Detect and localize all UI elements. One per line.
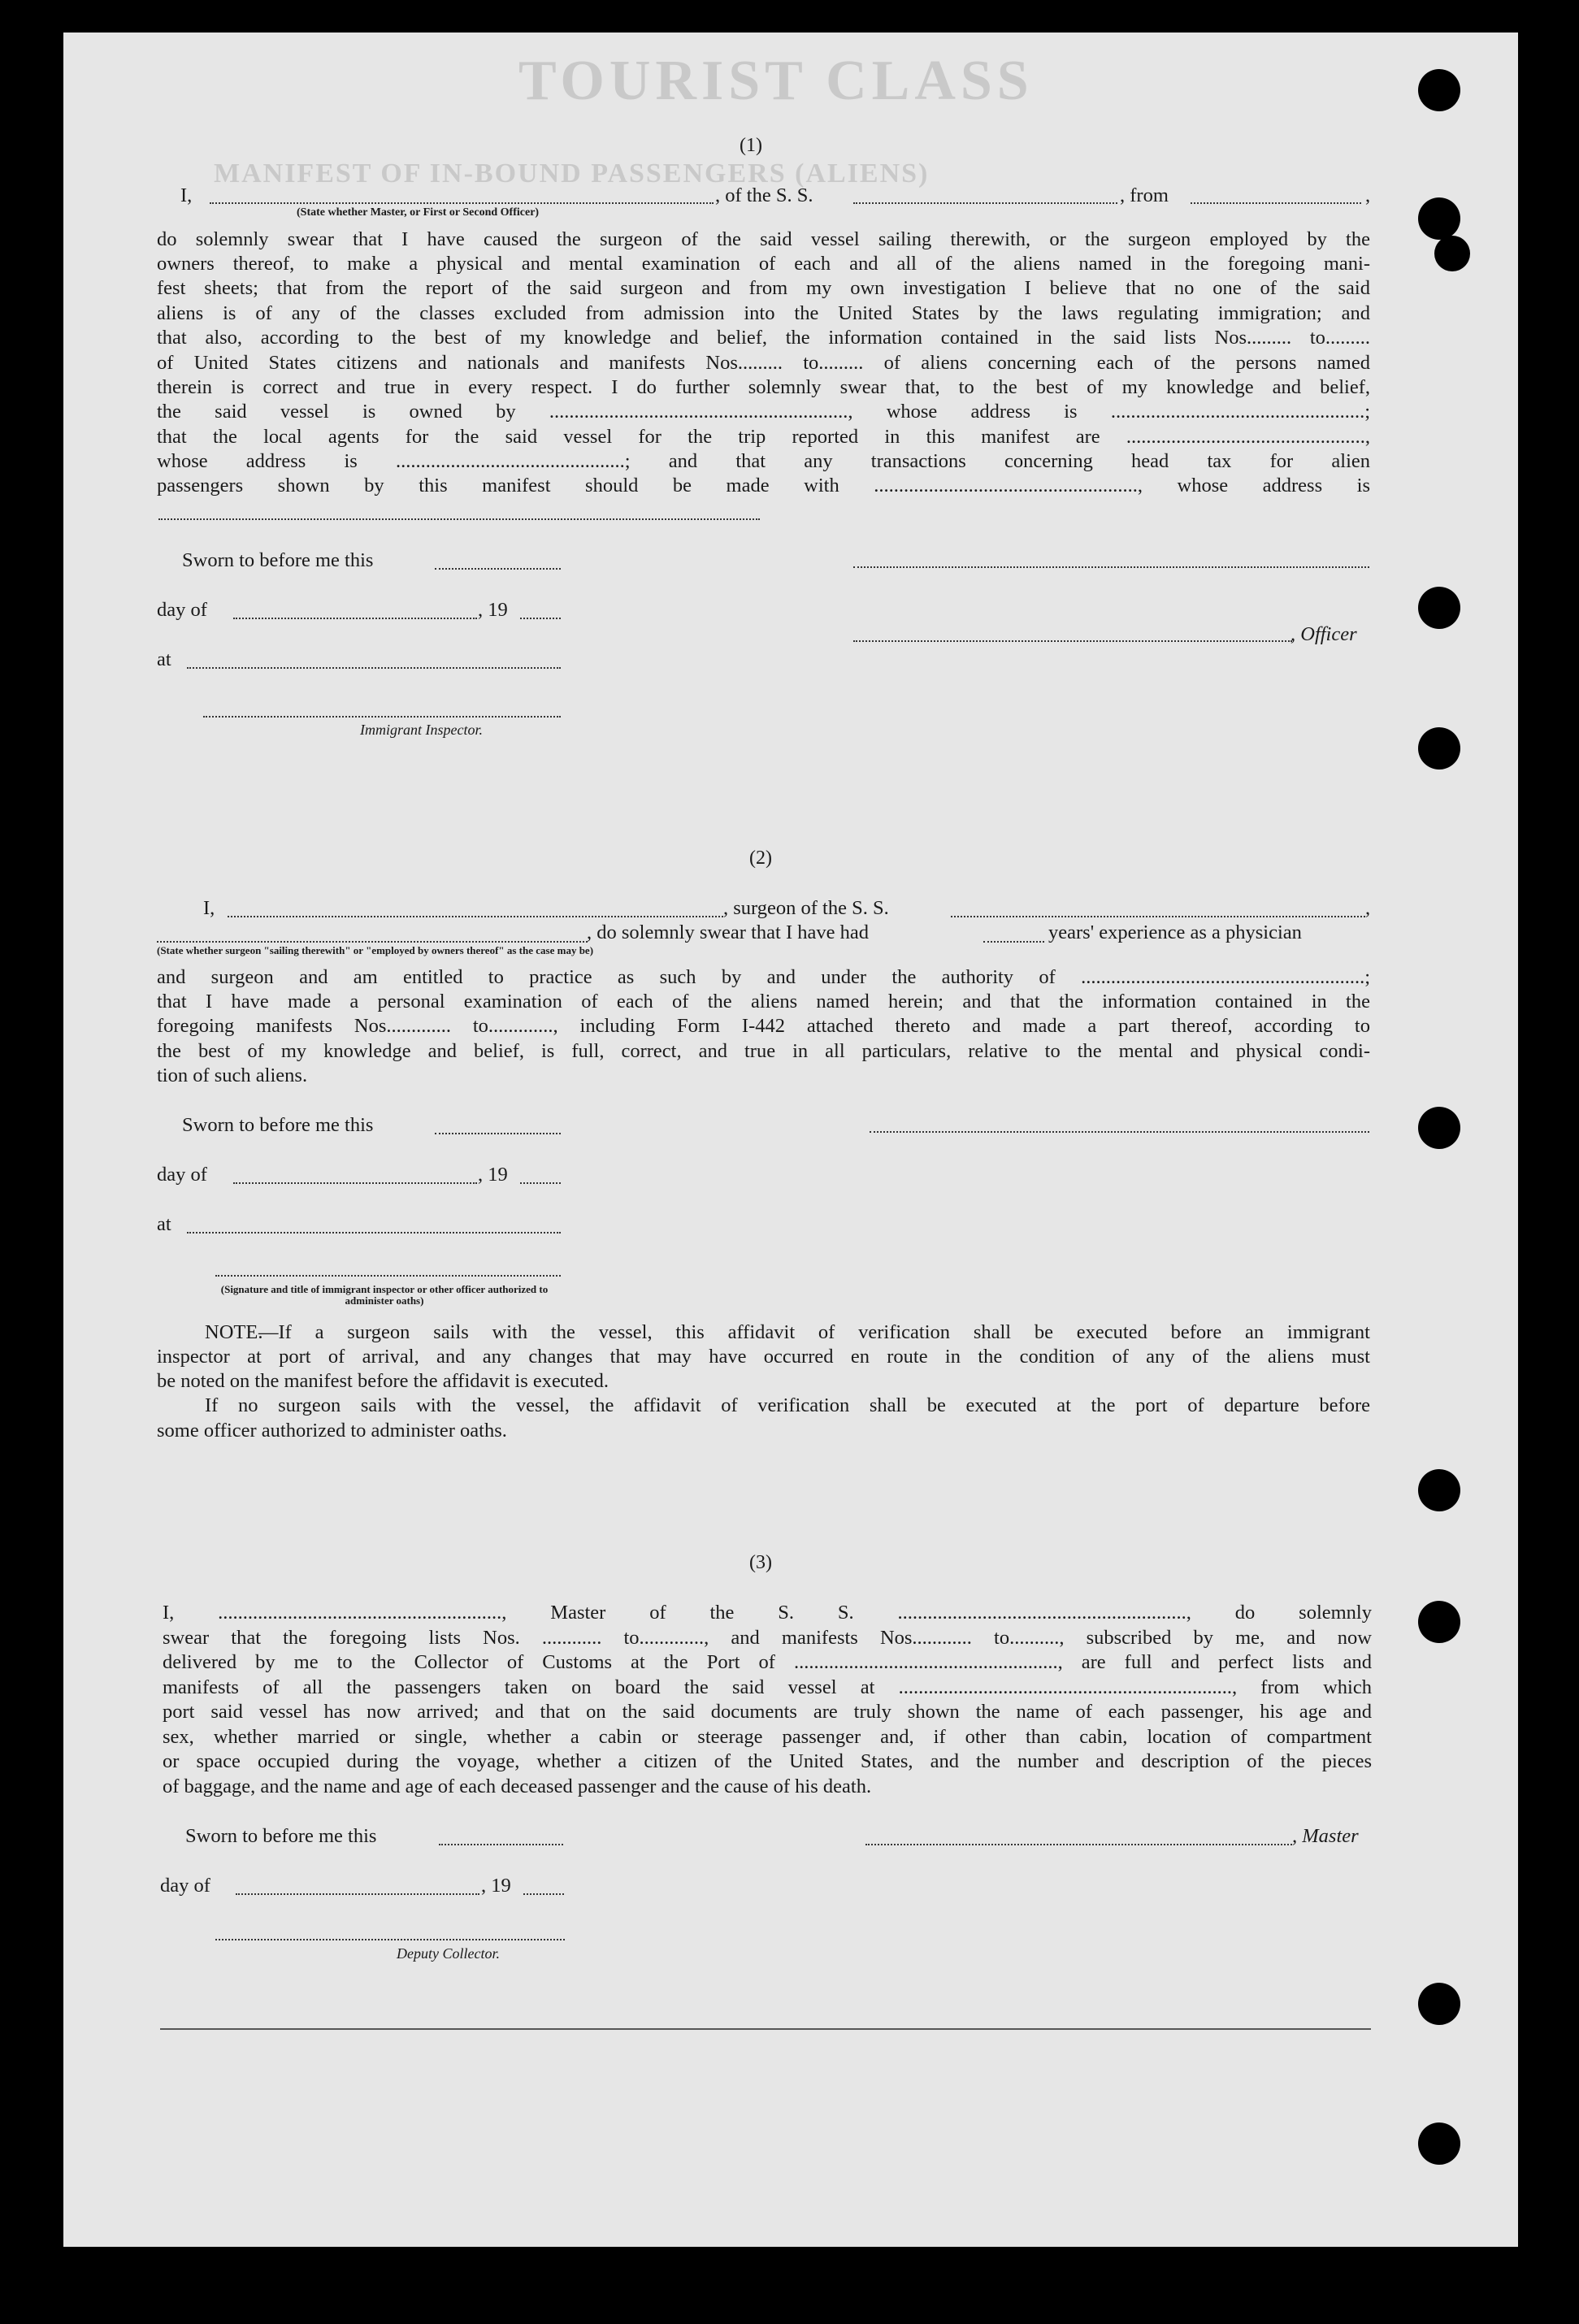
day-of-label: day of [157,599,207,621]
at-blank [187,666,561,669]
at-blank [187,1231,561,1234]
punch-hole [1434,236,1470,271]
year-blank [523,1893,564,1895]
section-1-line: of United States citizens and nationals and manifests Nos......... to......... of aliens concerning each of the persons named [157,352,1370,374]
punch-hole [1418,69,1460,111]
section-3-line: of baggage, and the name and age of each deceased passenger and the cause of his death. [163,1776,872,1797]
section-1-line: fest sheets; that from the report of the said surgeon and from my own investigation I believe that no one of the said [157,277,1370,299]
section-2-i: I, [203,897,215,919]
signature-note: (Signature and title of immigrant inspector or other officer authorized to administer oaths) [220,1283,549,1307]
punch-hole [1418,587,1460,629]
section-3-number: (3) [749,1552,772,1573]
sworn-label: Sworn to before me this [182,549,374,571]
section-1-number: (1) [740,135,762,156]
master-name-blank [210,202,714,204]
surgeon-name-blank [228,915,723,917]
section-2-surgeon-of: , surgeon of the S. S. [723,897,889,919]
sworn-date-blank [439,1843,563,1845]
section-2-line: the best of my knowledge and belief, is full, correct, and true in all particulars, relative to the mental and physical condi- [157,1040,1370,1062]
section-3-line: sex, whether married or single, whether a cabin or steerage passenger and, if other than cabin, location of compartment [163,1726,1372,1748]
section-1-line: aliens is of any of the classes excluded from admission into the United States by the laws regulating immigration; and [157,302,1370,324]
punch-hole [1418,1107,1460,1149]
vessel-2-blank [951,915,1365,917]
punch-hole [1418,197,1460,240]
note-line: inspector at port of arrival, and any changes that may have occurred en route in the condition of any of the aliens must [157,1346,1370,1368]
section-1-line: that also, according to the best of my knowledge and belief, the information contained in the said lists Nos......... to......... [157,327,1370,349]
year-blank [520,617,561,619]
year-blank [520,1182,561,1184]
section-1-line: do solemnly swear that I have caused the surgeon of the said vessel sailing therewith, or the surgeon employed by the [157,228,1370,250]
section-1-line: that the local agents for the said vessel for the trip reported in this manifest are ................................................, [157,426,1370,448]
from-port-blank [1191,202,1361,204]
sworn-label: Sworn to before me this [185,1825,377,1847]
day-blank [233,617,477,619]
surgeon-status-blank [157,940,588,943]
section-3-line: delivered by me to the Collector of Customs at the Port of ....................................................., are full and perfect lists and [163,1651,1372,1673]
punch-hole [1418,2122,1460,2165]
inspector-sig-blank [203,715,561,718]
officer-label: , Officer [1291,623,1357,645]
punch-hole [1418,727,1460,770]
bleed-through-subtitle: MANIFEST OF IN-BOUND PASSENGERS (ALIENS) [214,158,930,189]
section-2-swear: , do solemnly swear that I have had [587,921,869,943]
day-blank [236,1893,479,1895]
year-prefix: , 19 [481,1875,511,1897]
address-blank [158,518,760,520]
section-2-line: foregoing manifests Nos............. to............., including Form I-442 attached thereto and made a part thereof, according to [157,1015,1370,1037]
section-2-number: (2) [749,848,772,869]
inspector-label: Immigrant Inspector. [360,722,483,738]
at-label: at [157,648,171,670]
section-1-line: the said vessel is owned by ............................................................, whose address is ...................................................; [157,401,1370,423]
section-2-comma: , [1365,897,1371,919]
section-2-experience: years' experience as a physician [1048,921,1302,943]
section-2-line: and surgeon and am entitled to practice as such by and under the authority of .........................................................; [157,966,1370,988]
section-3-line: I, ........................................................., Master of the S. S. .........................................................., do solemnly [163,1602,1372,1624]
section-1-line: owners thereof, to make a physical and mental examination of each and all of the aliens named in the foregoing mani- [157,253,1370,275]
section-3-line: swear that the foregoing lists Nos. ............ to............., and manifests Nos............ to.........., subscribed by me, and now [163,1627,1372,1649]
section-1-line: passengers shown by this manifest should be made with ....................................................., whose address is [157,475,1370,496]
day-blank [233,1182,477,1184]
officer-blank [853,640,1292,642]
sworn-date-blank [435,1132,561,1134]
section-1-line: whose address is ..............................................; and that any transactions concerning head tax for alien [157,450,1370,472]
bleed-through-title: TOURIST CLASS [518,50,1034,112]
section-3-line: or space occupied during the voyage, whether a citizen of the United States, and the number and description of the pieces [163,1750,1372,1772]
bottom-rule [160,2028,1371,2030]
day-of-label: day of [160,1875,210,1897]
section-1-line: therein is correct and true in every respect. I do further solemnly swear that, to the best of my knowledge and belief, [157,376,1370,398]
signature-blank [870,1130,1369,1133]
note-label: NOTE. [205,1321,263,1343]
inspector-sig-blank [215,1274,561,1277]
at-label: at [157,1213,171,1235]
collector-sig-blank [215,1938,565,1940]
officer-sig-blank [853,566,1369,568]
surgeon-note: (State whether surgeon "sailing therewith" or "employed by owners thereof" as the case may be) [157,944,594,956]
master-sig-blank [865,1843,1292,1845]
section-2-line: that I have made a personal examination of each of the aliens named herein; and that the information contained in the [157,991,1370,1012]
section-1-from: , from [1120,184,1169,206]
section-1-i: I, [180,184,193,206]
note-line: —If a surgeon sails with the vessel, this affidavit of verification shall be executed before an immigrant [258,1321,1370,1343]
collector-label: Deputy Collector. [397,1945,500,1962]
day-of-label: day of [157,1164,207,1186]
year-prefix: , 19 [478,599,508,621]
punch-hole [1418,1469,1460,1511]
note-line: be noted on the manifest before the affidavit is executed. [157,1370,609,1392]
section-1-comma: , [1365,184,1371,206]
master-label: , Master [1292,1825,1359,1847]
section-3-line: manifests of all the passengers taken on board the said vessel at ..................................................................., from which [163,1676,1372,1698]
note-line: If no surgeon sails with the vessel, the affidavit of verification shall be executed at the port of departure before [205,1394,1370,1416]
section-2-line: tion of such aliens. [157,1064,308,1086]
master-note: (State whether Master, or First or Second Officer) [297,206,540,219]
sworn-label: Sworn to before me this [182,1114,374,1136]
punch-hole [1418,1601,1460,1643]
sworn-date-blank [435,567,561,570]
section-3-line: port said vessel has now arrived; and that on the said documents are truly shown the name of each passenger, his age and [163,1701,1372,1723]
section-1-of-ss: , of the S. S. [715,184,813,206]
punch-hole [1418,1983,1460,2025]
year-prefix: , 19 [478,1164,508,1186]
years-blank [983,940,1044,943]
note-line: some officer authorized to administer oaths. [157,1420,507,1442]
vessel-name-blank [853,202,1117,204]
